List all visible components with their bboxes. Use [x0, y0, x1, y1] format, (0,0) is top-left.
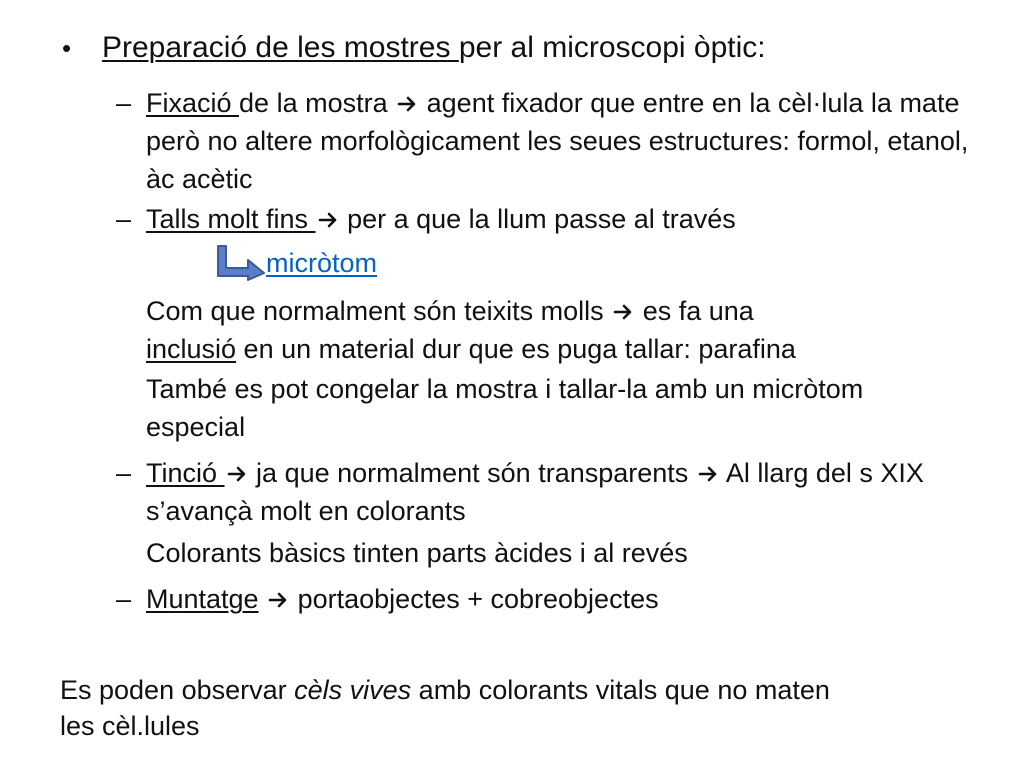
item-text: portaobjectes + cobreobjectes	[297, 584, 659, 614]
item-muntatge-text	[146, 580, 996, 618]
item-text: agent fixador que entre en la cèl·lula la mate però no altere morfològicament les seues estructures: formol, etanol, àc acètic	[146, 88, 969, 194]
footer-italic: cèls vives	[294, 675, 412, 705]
microtom-line	[266, 244, 566, 282]
footer-text: Es poden observar	[60, 675, 295, 705]
microtom-link[interactable]: micròtom	[266, 248, 378, 278]
dash: –	[116, 458, 132, 488]
right-arrow-icon	[397, 94, 417, 114]
item-colorants-text: Colorants bàsics tinten parts àcides i al revés	[146, 538, 688, 568]
item-text: ja que normalment són transparents	[256, 458, 689, 488]
footer-paragraph	[60, 672, 990, 744]
dash: –	[116, 204, 132, 234]
right-arrow-icon	[613, 302, 633, 322]
footer-text: amb colorants vitals que no maten	[411, 675, 830, 705]
item-tincio-text	[146, 454, 996, 530]
item-text: es fa una	[642, 296, 754, 326]
dash: –	[116, 88, 132, 118]
underlined-term: Muntatge	[146, 584, 259, 614]
item-text: de la mostra	[239, 88, 388, 118]
item-talls-text	[146, 200, 996, 238]
dash: –	[116, 584, 132, 614]
underlined-term: Talls molt fins	[146, 204, 316, 234]
item-text: en un material dur que es puga tallar: parafina	[236, 334, 796, 364]
item-congelar-text: També es pot congelar la mostra i tallar-la amb un micròtom especial	[146, 374, 864, 442]
underlined-term: Fixació	[146, 88, 240, 118]
right-arrow-icon	[698, 464, 718, 484]
bullet-dot: •	[62, 33, 72, 63]
right-arrow-icon	[227, 464, 247, 484]
right-arrow-icon	[318, 210, 338, 230]
bent-down-right-arrow-icon	[212, 242, 268, 282]
right-arrow-icon	[268, 590, 288, 610]
item-fixacio-text	[146, 84, 996, 198]
item-text: Com que normalment són teixits molls	[146, 296, 604, 326]
footer-line2: les cèl.lules	[60, 711, 200, 741]
item-inclusio-text	[146, 292, 996, 368]
item-text: per a que la llum passe al través	[347, 204, 736, 234]
item-text: Al llarg del s XIX s’avançà molt en colorants	[146, 458, 924, 526]
title-rest: per al microscopi òptic:	[458, 31, 766, 64]
title-underlined: Preparació de les mostres	[102, 31, 459, 64]
title-text	[102, 28, 766, 68]
underlined-term: inclusió	[146, 334, 237, 364]
underlined-term: Tinció	[146, 458, 225, 488]
